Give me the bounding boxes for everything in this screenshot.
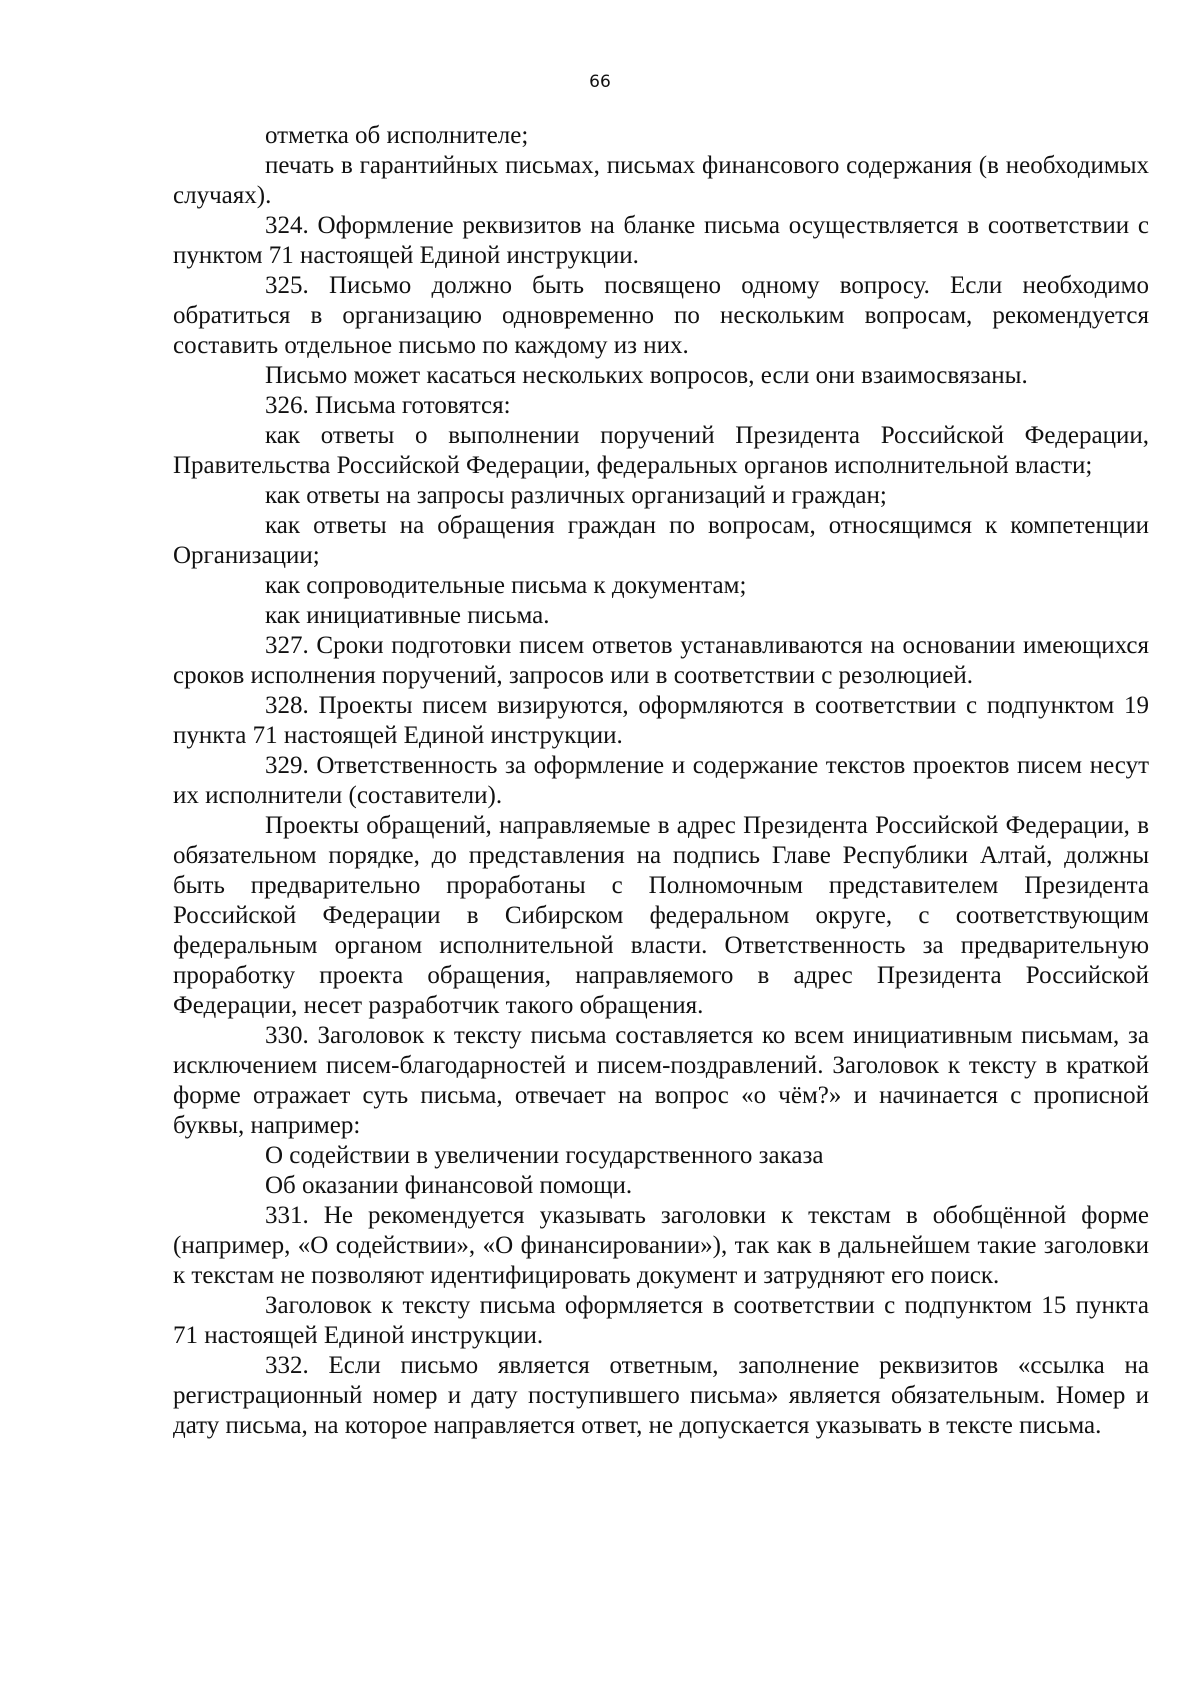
- example-heading: Об оказании финансовой помощи.: [265, 1172, 633, 1199]
- paragraph: Письмо может касаться нескольких вопросов, если они взаимосвязаны.: [265, 362, 1028, 389]
- paragraph: Проекты обращений, направляемые в адрес Президента Российской Федерации, в обязательном порядке, до представления на подпись Главе Республики Алтай, должны быть предварительно проработаны с Полномочным представителем Президента Российской Федерации в Сибирском федеральном округе, с соответствующим федеральным органом исполнительной власти. Ответственность за предварительную проработку проекта обращения, направляемого в адрес Президента Российской Федерации, несет разработчик такого обращения.: [173, 812, 1149, 1019]
- list-item: как инициативные письма.: [265, 602, 550, 629]
- list-item: как ответы на запросы различных организаций и граждан;: [265, 482, 887, 509]
- paragraph-327: 327. Сроки подготовки писем ответов устанавливаются на основании имеющихся сроков исполнения поручений, запросов или в соответствии с резолюцией.: [173, 632, 1149, 689]
- list-item: как ответы о выполнении поручений Президента Российской Федерации, Правительства Российской Федерации, федеральных органов исполнительной власти;: [173, 422, 1149, 479]
- paragraph-326: 326. Письма готовятся:: [265, 392, 511, 419]
- list-item: как сопроводительные письма к документам;: [265, 572, 747, 599]
- paragraph-324: 324. Оформление реквизитов на бланке письма осуществляется в соответствии с пунктом 71 настоящей Единой инструкции.: [173, 212, 1149, 269]
- document-body: [173, 121, 1149, 1441]
- paragraph: печать в гарантийных письмах, письмах финансового содержания (в необходимых случаях).: [173, 152, 1149, 209]
- paragraph-328: 328. Проекты писем визируются, оформляются в соответствии с подпунктом 19 пункта 71 настоящей Единой инструкции.: [173, 692, 1149, 749]
- paragraph-329: 329. Ответственность за оформление и содержание текстов проектов писем несут их исполнители (составители).: [173, 752, 1149, 809]
- list-item: как ответы на обращения граждан по вопросам, относящимся к компетенции Организации;: [173, 512, 1149, 569]
- paragraph-325: 325. Письмо должно быть посвящено одному вопросу. Если необходимо обратиться в организацию одновременно по нескольким вопросам, рекомендуется составить отдельное письмо по каждому из них.: [173, 272, 1149, 359]
- example-heading: О содействии в увеличении государственного заказа: [265, 1142, 824, 1169]
- paragraph: отметка об исполнителе;: [265, 122, 529, 149]
- paragraph-332: 332. Если письмо является ответным, заполнение реквизитов «ссылка на регистрационный номер и дату поступившего письма» является обязательным. Номер и дату письма, на которое направляется ответ, не допускается указывать в тексте письма.: [173, 1352, 1149, 1439]
- paragraph: Заголовок к тексту письма оформляется в соответствии с подпунктом 15 пункта 71 настоящей Единой инструкции.: [173, 1292, 1149, 1349]
- page-number: 66: [589, 72, 611, 92]
- paragraph-330: 330. Заголовок к тексту письма составляется ко всем инициативным письмам, за исключением писем-благодарностей и писем-поздравлений. Заголовок к тексту в краткой форме отражает суть письма, отвечает на вопрос «о чём?» и начинается с прописной буквы, например:: [173, 1022, 1149, 1139]
- paragraph-331: 331. Не рекомендуется указывать заголовки к текстам в обобщённой форме (например, «О содействии», «О финансировании»), так как в дальнейшем такие заголовки к текстам не позволяют идентифицировать документ и затрудняют его поиск.: [173, 1202, 1149, 1289]
